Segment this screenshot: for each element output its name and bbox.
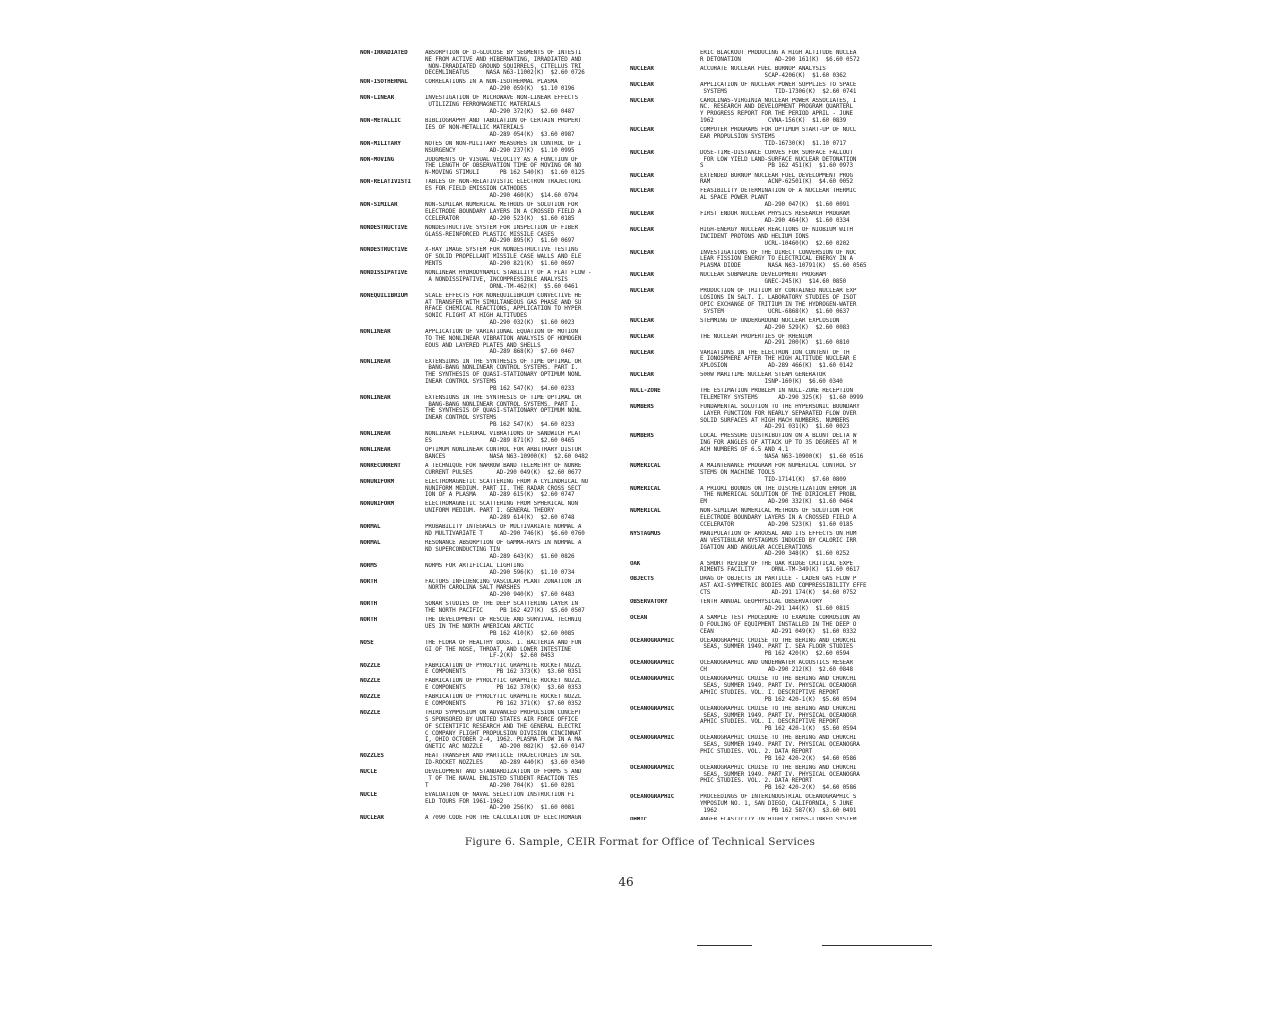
entry-text: VARIATIONS IN THE ELECTRON ION CONTENT OF TH E IONOSPHERE AFTER THE HIGH ALTITUDE NUCLEAR E XPLOSION AD-289 466(K) $1.60 0142: [700, 349, 857, 370]
index-entry: [630, 599, 900, 613]
index-entry: [630, 372, 900, 386]
entry-text: THE ESTIMATION PROBLEM IN NULL-ZONE RECEPTION TELEMETRY SYSTEMS AD-290 325(K) $1.60 0999: [700, 388, 864, 401]
entry-keyword: NOZZLE: [360, 662, 381, 669]
entry-keyword: NUCLEAR: [630, 97, 654, 104]
entry-text: NUCLEAR SUBMARINE DEVELOPMENT PROGRAM GNEC-245(K) $14.60 0850: [700, 272, 847, 286]
entry-keyword: NUCLEAR: [630, 211, 654, 218]
entry-text: ERIC BLACKOUT PRODUCING A HIGH ALTITUDE NUCLEA R DETONATION AD-290 161(K) $6.60 0572: [700, 50, 860, 63]
entry-keyword: NONDESTRUCTIVE: [360, 224, 408, 231]
entry-text: THE DEVELOPMENT OF RESCUE AND SURVIVAL TECHNIQ UES IN THE NORTH AMERICAN ARCTIC PB 162 410(K) $2.60 0085: [425, 617, 582, 637]
index-entry: [360, 431, 622, 445]
entry-keyword: NUCLEAR: [630, 65, 654, 72]
entry-keyword: NORTH: [360, 578, 377, 585]
entry-text: FUNDAMENTAL SOLUTION TO THE HYPERSONIC BOUNDARY LAYER FUNCTION FOR NEARLY SEPARATED FLOW OVER SOLID SURFACES AT HIGH MACH NUMBERS. NUMBERS AD-291 031(K) $1.60 0023: [700, 404, 860, 431]
entry-text: X-RAY IMAGE SYSTEM FOR NONDESTRUCTIVE TESTING OF SOLID PROPELLANT MISSILE CASE WALLS AND ELE MENTS AD-290 821(K) $1.60 0697: [425, 247, 582, 267]
entry-text: FABRICATION OF PYROLYTIC GRAPHITE ROCKET NOZZL E COMPONENTS PB 162 370(K) $3.60 0353: [425, 678, 582, 692]
index-entry: [630, 227, 900, 247]
entry-text: FEASIBILITY DETERMINATION OF A NUCLEAR THERMIC AL SPACE POWER PLANT AD-290 047(K) $1.60 0091: [700, 188, 857, 209]
entry-keyword: OCEANOGRAPHIC: [630, 735, 675, 742]
entry-keyword: OCEANOGRAPHIC: [630, 705, 675, 712]
entry-keyword: NUCLE: [360, 791, 377, 798]
entry-keyword: NOZZLE: [360, 710, 381, 717]
footer-rule-short: [697, 945, 752, 946]
index-entry: [630, 288, 900, 315]
entry-text: EXTENSIONS IN THE SYNTHESIS OF TIME OPTIMAL OR BANG-BANG NONLINEAR CONTROL SYSTEMS. PART I. THE SYNTHESIS OF QUASI-STATIONARY OPTIMUM NONL INEAR CONTROL SYSTEMS PB 162 547(K) $4.60 0233: [425, 394, 582, 428]
index-entry: [630, 50, 900, 64]
entry-text: ANGER ELASTICITY IN HIGHLY CROSS-LINKED SYSTEM: [700, 816, 857, 820]
entry-text: A PRIORI BOUNDS ON THE DISCRETIZATION ERROR IN THE NUMERICAL SOLUTION OF THE DIRICHLET PROBL EM AD-290 332(K) $1.60 0464: [700, 485, 857, 506]
entry-text: MANIPULATION OF AROUSAL AND ITS EFFECTS ON HUM AN VESTIBULAR NYSTAGMUS INDUCED BY CALORIC IRR IGATION AND ANGULAR ACCELERATIONS AD-290 348(K) $1.60 0252: [700, 531, 857, 558]
entry-text: NON-SIMILAR NUMERICAL METHODS OF SOLUTION FOR ELECTRODE BOUNDARY LAYERS IN A CROSSED FIELD A CCELERATOR AD-290 523(K) $1.60 0185: [700, 508, 857, 528]
index-entry: [630, 272, 900, 286]
index-entry: [630, 794, 900, 814]
index-entry: [630, 188, 900, 208]
index-entry: [360, 247, 622, 267]
entry-text: DRAG OF OBJECTS IN PARTICLE - LADEN GAS FLOW P AST AXI-SYMMETRIC BODIES AND COMPRESSIBILITY EFFE CTS AD-291 174(K) $4.60 0752: [700, 576, 867, 596]
index-entry: [630, 98, 900, 125]
entry-keyword: NORMAL: [360, 540, 381, 547]
entry-text: OPTIMUM NONLINEAR CONTROL FOR ARBITRARY DISTUR BANCES NASA N63-10900(K) $2.60 0482: [425, 446, 589, 460]
entry-text: EVALUATION OF NAVAL SELECTION INSTRUCTION FI ELD TOURS FOR 1961-1962 AD-290 256(K) $1.60 0081: [425, 791, 575, 812]
entry-text: CORRELATIONS IN A NON-ISOTHERMAL PLASMA AD-290 059(K) $1.10 0196: [425, 79, 575, 93]
entry-keyword: NUCLEAR: [630, 249, 654, 256]
entry-text: THE FLORA OF HEALTHY DOGS. I. BACTERIA AND FUN GI OF THE NOSE, THROAT, AND LOWER INTESTINE LF-2(K) $2.60 0453: [425, 639, 582, 660]
entry-keyword: NUCLEAR: [630, 127, 654, 134]
entry-keyword: NOSE: [360, 639, 374, 646]
entry-text: EXTENDED BURNUP NUCLEAR FUEL DEVELOPMENT PROG RAM ACNP-62501(K) $4.60 0052: [700, 172, 853, 186]
entry-keyword: NON-RELATIVISTI: [360, 179, 411, 186]
entry-text: ABSORPTION OF D-GLUCOSE BY SEGMENTS OF INTESTI NE FROM ACTIVE AND HIBERNATING, IRRADIATED AND NON-IRRADIATED GROUND SQUIRRELS, CITELLUS TRI DECEMLINEATUS NASA N63-11002(K) $2.60 0726: [425, 50, 585, 77]
entry-keyword: NUCLEAR: [630, 333, 654, 340]
entry-keyword: OHMIC: [630, 816, 647, 820]
index-entry: [360, 769, 622, 789]
entry-keyword: NUCLE: [360, 769, 377, 776]
index-entry: [630, 486, 900, 506]
entry-text: OCEANOGRAPHIC AND UNDERWATER ACOUSTICS RESEAR CH AD-290 212(K) $2.60 0848: [700, 660, 853, 674]
entry-keyword: NUCLEAR: [630, 288, 654, 295]
entry-text: A MAINTENANCE PROGRAM FOR NUMERICAL CONTROL SY STEMS ON MACHINE TOOLS TID-17141(K) $7.60 0809: [700, 462, 857, 483]
index-entry: [630, 615, 900, 635]
entry-text: ACCURATE NUCLEAR FUEL BURNUP ANALYSIS SCAP-4206(K) $1.60 0362: [700, 65, 847, 79]
entry-text: SCALE EFFECTS FOR NONEQUILIBRIUM CONVECTIVE HE AT TRANSFER WITH SIMULTANEOUS GAS PHASE AND SU RFACE CHEMICAL REACTIONS, APPLICATION TO HYPER SONIC FLIGHT AT HIGH ALTITUDES AD-290 032(K) $1.60 0023: [425, 292, 582, 326]
entry-text: NONDESTRUCTIVE SYSTEM FOR INSPECTION OF FIBER GLASS-REINFORCED PLASTIC MISSILE CASES AD-290 895(K) $1.60 0697: [425, 224, 578, 245]
entry-text: ELECTROMAGNETIC SCATTERING FROM A CYLINDRICAL NO NUNIFORM MEDIUM. PART II. THE RADAR CROSS SECT ION OF A PLASMA AD-289 615(K) $2.60 0747: [425, 478, 589, 499]
entry-keyword: NON-MILITARY: [360, 140, 401, 147]
index-entry: [630, 82, 900, 96]
entry-keyword: NUMBERS: [630, 433, 654, 440]
entry-text: A SHORT REVIEW OF THE OAK RIDGE CRITICAL EXPE RIMENTS FACILITY ORNL-TM-349(K) $1.60 0617: [700, 560, 860, 574]
index-entry: [360, 710, 622, 751]
left-column: [360, 50, 622, 820]
index-entry: [630, 211, 900, 225]
page-number: 46: [618, 875, 634, 889]
entry-keyword: NUCLEAR: [360, 814, 384, 820]
entry-keyword: NONLINEAR: [360, 329, 391, 336]
entry-text: SONAR STUDIES OF THE DEEP SCATTERING LAYER IN THE NORTH PACIFIC PB 162 427(K) $5.60 0507: [425, 601, 585, 615]
entry-keyword: NUCLEAR: [630, 227, 654, 233]
index-entry: [360, 157, 622, 177]
entry-keyword: NYSTAGMUS: [630, 531, 661, 538]
entry-keyword: OCEANOGRAPHIC: [630, 660, 675, 667]
index-entry: [360, 179, 622, 199]
entry-keyword: NUMBERS: [630, 404, 654, 410]
entry-keyword: NON-MOVING: [360, 156, 394, 163]
index-entry: [630, 676, 900, 703]
index-entry: [630, 350, 900, 370]
entry-text: NORMS FOR ARTIFICIAL LIGHTING AD-290 596(K) $1.10 0734: [425, 562, 575, 576]
entry-text: NONLINEAR HYDRODYNAMIC STABILITY OF A FLAT FLOW - A NONDISSIPATIVE, INCOMPRESSIBLE ANALYSIS ORNL-TM-462(K) $5.60 0461: [425, 270, 592, 290]
entry-text: THE NUCLEAR PROPERTIES OF RHENIUM AD-291 200(K) $1.60 0810: [700, 333, 850, 347]
index-entry: [630, 433, 900, 460]
index-entry: [360, 270, 622, 290]
index-entry: [360, 202, 622, 222]
entry-keyword: NON-SIMILAR: [360, 202, 398, 209]
entry-text: 500W MARITIME NUCLEAR STEAM GENERATOR ISNP-160(K) $6.60 0340: [700, 372, 843, 386]
entry-text: FACTORS INFLUENCING VASCULAR PLANT ZONATION IN NORTH CAROLINA SALT MARSHES AD-290 940(K) $7.60 0483: [425, 578, 582, 599]
index-entry: [630, 150, 900, 170]
index-entry: [630, 388, 900, 402]
index-entry: [630, 508, 900, 528]
entry-text: NONLINEAR FLEXURAL VIBRATIONS OF SANDWICH PLAT ES AD-289 871(K) $2.60 0465: [425, 431, 582, 444]
entry-text: COMPUTER PROGRAMS FOR OPTIMUM START-UP OF NUCL EAR PROPULSION SYSTEMS TID-16730(K) $1.10 0717: [700, 127, 857, 147]
index-entry: [360, 395, 622, 429]
index-entry: [630, 127, 900, 147]
entry-keyword: NOZZLE: [360, 678, 381, 685]
entry-keyword: NON-IRRADIATED: [360, 50, 408, 56]
index-entry: [360, 663, 622, 677]
entry-keyword: OBJECTS: [630, 576, 654, 583]
ceir-index-listing: [360, 50, 900, 820]
index-entry: [360, 479, 622, 499]
entry-text: FABRICATION OF PYROLYTIC GRAPHITE ROCKET NOZZL E COMPONENTS PB 162 373(K) $3.60 0351: [425, 662, 582, 676]
entry-text: EXTENSIONS IN THE SYNTHESIS OF TIME OPTIMAL OR BANG-BANG NONLINEAR CONTROL SYSTEMS. PART I. THE SYNTHESIS OF QUASI-STATIONARY OPTIMUM NONL INEAR CONTROL SYSTEMS PB 162 547(K) $4.60 0233: [425, 358, 582, 392]
entry-keyword: NONUNIFORM: [360, 478, 394, 485]
entry-text: BIBLIOGRAPHY AND TABULATION OF CERTAIN PROPERT IES OF NON-METALLIC MATERIALS AD-289 054(K) $3.60 0987: [425, 118, 582, 138]
index-entry: [630, 706, 900, 733]
entry-keyword: NOZZLE: [360, 694, 381, 701]
entry-text: INVESTIGATIONS OF THE DIRECT CONVERSION OF NUC LEAR FISSION ENERGY TO ELECTRICAL ENERGY IN A PLASMA DIODE NASA N63-10791(K) $5.60 0565: [700, 249, 867, 270]
entry-keyword: NUCLEAR: [630, 188, 654, 195]
footer-rule-long: [822, 945, 932, 946]
index-entry: [360, 447, 622, 461]
index-entry: [630, 576, 900, 596]
index-entry: [360, 563, 622, 577]
entry-keyword: OBSERVATORY: [630, 599, 668, 606]
entry-keyword: OAK: [630, 560, 641, 567]
entry-keyword: [630, 50, 700, 64]
index-entry: [360, 359, 622, 393]
entry-keyword: NON-METALLIC: [360, 118, 401, 125]
entry-text: JUDGMENTS OF VISUAL VELOCITY AS A FUNCTION OF THE LENGTH OF OBSERVATION TIME OF MOVING OR NO N-MOVING STIMULI PB 162 540(K) $1.60 0125: [425, 156, 585, 177]
entry-text: A 7090 CODE FOR THE CALCULATION OF ELECTROMAGN: [425, 814, 582, 820]
index-entry: [360, 95, 622, 115]
entry-keyword: OCEANOGRAPHIC: [630, 794, 675, 801]
entry-keyword: NULL-ZONE: [630, 388, 661, 395]
entry-keyword: NONLINEAR: [360, 431, 391, 438]
entry-text: HEAT TRANSFER AND PARTICLE TRAJECTORIES IN SOL ID-ROCKET NOZZLES AD-289 440(K) $3.60 0340: [425, 753, 585, 767]
index-entry: [360, 540, 622, 560]
index-entry: [630, 660, 900, 674]
index-entry: [360, 617, 622, 637]
entry-text: THIRD SYMPOSIUM ON ADVANCED PROPULSION CONCEPT S SPONSORED BY UNITED STATES AIR FORCE OFFICE OF SCIENTIFIC RESEARCH AND THE GENERAL ELECTRI C COMPANY FLIGHT PROPULSION DIVISION CINCINNAT I, OHIO OCTOBER 2-4, 1962. PLASMA FLOW IN A MA GNETIC ARC NOZZLE AD-290 082(K) $2.60 0147: [425, 710, 585, 751]
entry-text: PROBABILITY INTEGRALS OF MULTIVARIATE NORMAL A ND MULTIVARIATE T AD-290 746(K) $6.60 0760: [425, 524, 585, 537]
entry-text: DOSE-TIME-DISTANCE CURVES FOR SURFACE FALLOUT FOR LOW YIELD LAND-SURFACE NUCLEAR DETONATION S PB 162 451(K) $1.60 0973: [700, 149, 857, 170]
index-entry: [360, 753, 622, 767]
entry-keyword: NONLINEAR: [360, 446, 391, 453]
entry-keyword: NUCLEAR: [630, 349, 654, 356]
entry-keyword: OCEANOGRAPHIC: [630, 764, 675, 771]
entry-keyword: NONLINEAR: [360, 394, 391, 401]
entry-keyword: NUMERICAL: [630, 508, 661, 515]
entry-keyword: NUMERICAL: [630, 462, 661, 469]
index-entry: [360, 694, 622, 708]
entry-keyword: NONUNIFORM: [360, 501, 394, 508]
entry-keyword: NUCLEAR: [630, 272, 654, 279]
index-entry: [630, 250, 900, 270]
index-entry: [360, 293, 622, 327]
index-entry: [360, 524, 622, 538]
index-entry: [360, 50, 622, 77]
entry-text: NON-SIMILAR NUMERICAL METHODS OF SOLUTION FOR ELECTRODE BOUNDARY LAYERS IN A CROSSED FIELD A CCELERATOR AD-290 523(K) $1.60 0185: [425, 202, 582, 222]
index-entry: [360, 79, 622, 93]
entry-text: OCEANOGRAPHIC CRUISE TO THE BERING AND CHUKCHI SEAS, SUMMER 1949. PART I. SEA FLOOR STUDIES PB 162 420(K) $2.60 0594: [700, 637, 857, 658]
entry-text: HIGH-ENERGY NUCLEAR REACTIONS OF NIOBIUM WITH INCIDENT PROTONS AND HELIUM IONS UCRL-10460(K) $2.60 0202: [700, 227, 853, 247]
entry-keyword: NONLINEAR: [360, 358, 391, 365]
entry-keyword: NONDESTRUCTIVE: [360, 247, 408, 254]
entry-text: TENTH ANNUAL GEOPHYSICAL OBSERVATORY AD-291 144(K) $1.60 0815: [700, 599, 850, 612]
index-entry: [630, 765, 900, 792]
right-column: [630, 50, 900, 820]
index-entry: [630, 531, 900, 558]
index-entry: [630, 735, 900, 762]
index-entry: [360, 601, 622, 615]
index-entry: [630, 173, 900, 187]
index-entry: [630, 638, 900, 658]
index-entry: [630, 318, 900, 332]
entry-keyword: NUCLEAR: [630, 149, 654, 156]
index-entry: [360, 678, 622, 692]
index-entry: [630, 404, 900, 431]
entry-text: DEVELOPMENT AND STANDARDIZATION OF FORMS S AND T OF THE NAVAL ENLISTED STUDENT REACTION TES T AD-290 704(K) $1.60 0201: [425, 769, 582, 789]
entry-text: FIRST ENDOR NUCLEAR PHYSICS RESEARCH PROGRAM AD-290 464(K) $1.60 0334: [700, 211, 850, 224]
entry-text: APPLICATION OF NUCLEAR POWER SUPPLIES TO SPACE SYSTEMS TID-17306(K) $2.60 0741: [700, 81, 857, 95]
entry-text: PRODUCTION OF TRITIUM BY CONTAINED NUCLEAR EXP LOSIONS IN SALT. I. LABORATORY STUDIES OF ISOT OPIC EXCHANGE OF TRITIUM IN THE HYDROGEN-WATER SYSTEM UCRL-6868(K) $1.60 0637: [700, 288, 857, 315]
index-entry: [360, 579, 622, 599]
entry-text: A SAMPLE TEST PROCEDURE TO EXAMINE CORROSION AN D FOULING OF EQUIPMENT INSTALLED IN THE DEEP O CEAN AD-291 049(K) $1.60 0332: [700, 614, 860, 635]
entry-text: RESONANCE ABSORPTION OF GAMMA-RAYS IN NORMAL A ND SUPERCONDUCTING TIN AD-289 643(K) $1.60 0826: [425, 540, 582, 560]
index-entry: [360, 225, 622, 245]
entry-keyword: NUCLEAR: [630, 81, 654, 88]
entry-text: ELECTROMAGNETIC SCATTERING FROM SPHERICAL NON UNIFORM MEDIUM. PART I. GENERAL THEORY AD-289 614(K) $2.60 0748: [425, 501, 578, 522]
index-entry: [630, 561, 900, 575]
index-entry: [360, 141, 622, 155]
entry-keyword: NON-ISOTHERMAL: [360, 79, 408, 86]
entry-keyword: NUMERICAL: [630, 485, 661, 492]
entry-keyword: NUCLEAR: [630, 372, 654, 379]
index-entry: [360, 118, 622, 138]
index-entry: [360, 329, 622, 356]
index-entry: [360, 463, 622, 477]
entry-keyword: NORTH: [360, 601, 377, 608]
entry-text: LOCAL PRESSURE DISTRIBUTION ON A BLUNT DELTA W ING FOR ANGLES OF ATTACK UP TO 35 DEGREES AT M ACH NUMBERS OF 6.5 AND 4.1 NASA N63-10900(K) $1.60 0516: [700, 433, 864, 460]
entry-keyword: NON-LINEAR: [360, 95, 394, 102]
entry-keyword: NUCLEAR: [630, 317, 654, 324]
entry-text: FABRICATION OF PYROLYTIC GRAPHITE ROCKET NOZZL E COMPONENTS PB 162 371(K) $7.60 0352: [425, 694, 582, 708]
index-entry: [360, 792, 622, 812]
index-entry: [630, 334, 900, 348]
entry-text: OCEANOGRAPHIC CRUISE TO THE BERING AND CHUKCHI SEAS, SUMMER 1949. PART IV. PHYSICAL OCEANOGR APHIC STUDIES. VOL. I. DESCRIPTIVE REPORT PB 162 420-1(K) $5.60 0594: [700, 676, 857, 703]
entry-text: STEMMING OF UNDERGROUND NUCLEAR EXPLOSION AD-290 529(K) $2.60 0083: [700, 317, 850, 331]
entry-text: OCEANOGRAPHIC CRUISE TO THE BERING AND CHUKCHI SEAS, SUMMER 1949. PART IV. PHYSICAL OCEANOGRA PHIC STUDIES. VOL. 2. DATA REPORT PB 162 420-2(K) $4.60 0586: [700, 735, 860, 762]
entry-keyword: NOZZLES: [360, 753, 384, 760]
index-entry: [360, 640, 622, 660]
index-entry: [630, 66, 900, 80]
index-entry: [630, 463, 900, 483]
entry-text: OCEANOGRAPHIC CRUISE TO THE BERING AND CHUKCHI SEAS, SUMMER 1949. PART IV. PHYSICAL OCEANOGRA PHIC STUDIES. VOL. 2. DATA REPORT PB 162 420-2(K) $4.60 0586: [700, 764, 860, 792]
entry-keyword: NORMS: [360, 562, 377, 569]
entry-text: TABLES OF NON-RELATIVISTIC ELECTRON TRAJECTORI ES FOR FIELD EMISSION CATHODES AD-290 460(K) $14.60 0794: [425, 179, 582, 199]
entry-text: NOTES ON NON-MILITARY MEASURES IN CONTROL OF I NSURGENCY AD-290 237(K) $1.10 0995: [425, 140, 582, 154]
index-entry: [360, 501, 622, 521]
entry-keyword: NONRECURRENT: [360, 462, 401, 469]
index-entry: [630, 817, 900, 820]
entry-keyword: NORTH: [360, 617, 377, 624]
entry-text: APPLICATION OF VARIATIONAL EQUATION OF MOTION TO THE NONLINEAR VIBRATION ANALYSIS OF HOMOGEN EOUS AND LAYERED PLATES AND SHELLS AD-289 868(K) $7.60 0467: [425, 329, 582, 356]
entry-keyword: NONEQUILIBRIUM: [360, 292, 408, 299]
entry-keyword: OCEAN: [630, 614, 647, 621]
entry-keyword: OCEANOGRAPHIC: [630, 676, 675, 683]
figure-caption: Figure 6. Sample, CEIR Format for Office of Technical Services: [464, 836, 816, 848]
entry-text: PROCEEDINGS OF INTERINDUSTRIAL OCEANOGRAPHIC S YMPOSIUM NO. 1, SAN DIEGO, CALIFORNIA, 5 JUNE 1962 PB 162 587(K) $3.60 0491: [700, 794, 857, 814]
entry-text: OCEANOGRAPHIC CRUISE TO THE BERING AND CHUKCHI SEAS, SUMMER 1949. PART IV. PHYSICAL OCEANOGR APHIC STUDIES. VOL. I. DESCRIPTIVE REPORT PB 162 420-1(K) $5.60 0594: [700, 705, 857, 733]
entry-keyword: NONDISSIPATIVE: [360, 270, 408, 277]
entry-keyword: OCEANOGRAPHIC: [630, 637, 675, 644]
entry-text: CAROLINAS-VIRGINIA NUCLEAR POWER ASSOCIATES, I NC. RESEARCH AND DEVELOPMENT PROGRAM QUARTERL Y PROGRESS REPORT FOR THE PERIOD APRIL - JUNE 1962 CVNA-156(K) $1.60 0839: [700, 97, 857, 125]
entry-keyword: NUCLEAR: [630, 172, 654, 179]
entry-text: INVESTIGATION OF MICROWAVE NON-LINEAR EFFECTS UTILIZING FERROMAGNETIC MATERIALS AD-290 372(K) $2.60 0487: [425, 95, 578, 115]
entry-text: A TECHNIQUE FOR NARROW BAND TELEMETRY OF NONRE CURRENT PULSES AD-290 049(K) $2.60 0677: [425, 462, 582, 476]
entry-keyword: NORMAL: [360, 524, 381, 531]
index-entry: [360, 815, 622, 820]
